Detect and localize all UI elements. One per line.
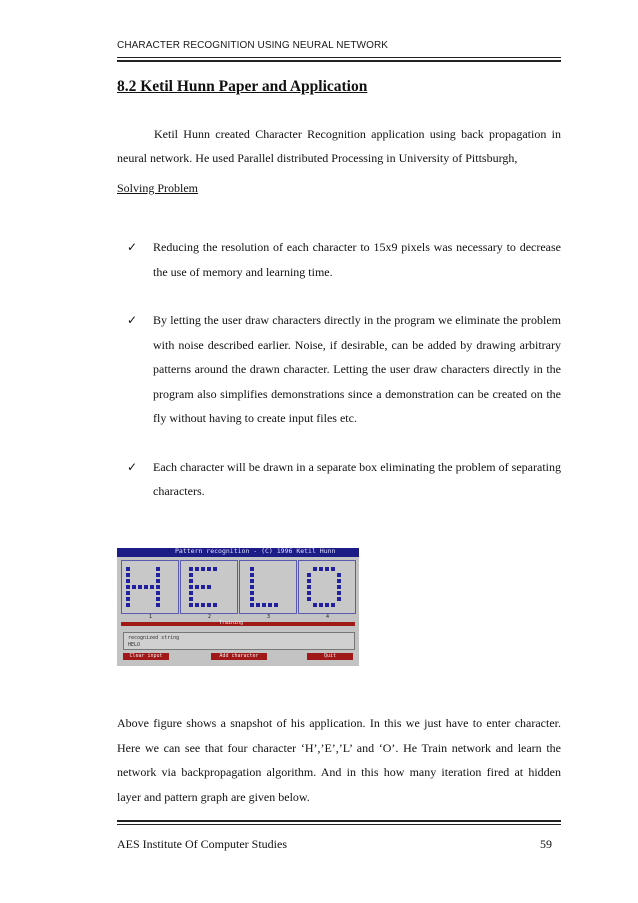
list-item-text: By letting the user draw characters directly in the program we eliminate the problem with noise described earlier. Noise, if desirable, can be added by drawing arbitrary patterns around the drawn character. Letting the user draw characters directly in the program also simplifies demonstrations since a demonstration can be created on the fly without having to create input files etc. bbox=[153, 313, 561, 425]
box-number: 2 bbox=[208, 614, 212, 620]
training-label: Training bbox=[219, 620, 244, 626]
header-rule bbox=[117, 57, 561, 58]
drawing-box-l bbox=[239, 560, 297, 614]
screenshot-title: Pattern recognition - (C) 1996 Ketil Hunn bbox=[175, 548, 336, 555]
footer-institute: AES Institute Of Computer Studies bbox=[117, 837, 287, 851]
list-item-text: Each character will be drawn in a separate box eliminating the problem of separating characters. bbox=[153, 459, 561, 498]
header-rule-thick bbox=[117, 60, 561, 62]
bullet-list bbox=[117, 235, 561, 528]
footer-rule bbox=[117, 824, 561, 825]
list-item bbox=[117, 235, 561, 284]
checkmark-icon: ✓ bbox=[127, 459, 138, 474]
box-number: 3 bbox=[267, 614, 271, 620]
panel-line: recognized string bbox=[128, 635, 180, 641]
footer-rule-thick bbox=[117, 820, 561, 822]
list-item-text: Reducing the resolution of each character to 15x9 pixels was necessary to decrease the use of memory and learning time. bbox=[153, 240, 561, 279]
drawing-box-e bbox=[180, 560, 238, 614]
add-character-button[interactable]: Add character bbox=[211, 653, 267, 660]
subheading: Solving Problem bbox=[117, 181, 199, 195]
application-screenshot bbox=[117, 548, 359, 666]
drawing-box-o bbox=[298, 560, 356, 614]
box-number: 1 bbox=[149, 614, 153, 620]
checkmark-icon: ✓ bbox=[127, 240, 138, 254]
training-bar[interactable] bbox=[121, 622, 355, 626]
list-item bbox=[117, 455, 561, 504]
drawing-box-h bbox=[121, 560, 179, 614]
intro-paragraph: Ketil Hunn created Character Recognition application using back propagation in neural network. He used Parallel distributed Processing in University of Pittsburgh, bbox=[117, 127, 561, 165]
page-number: 59 bbox=[540, 837, 552, 851]
section-heading: 8.2 Ketil Hunn Paper and Application bbox=[117, 78, 368, 95]
running-header: CHARACTER RECOGNITION USING NEURAL NETWORK bbox=[117, 40, 389, 51]
quit-button[interactable]: Quit bbox=[307, 653, 353, 660]
checkmark-icon: ✓ bbox=[127, 313, 138, 327]
summary-paragraph: Above figure shows a snapshot of his application. In this we just have to enter character. Here we can see that four character ‘H’,’E’,’L’ and ‘O’. He Train network and learn the network via backpropagation algorithm. And in this how many iteration fired at hidden layer and pattern graph are given below. bbox=[117, 716, 561, 804]
recognized-panel bbox=[123, 632, 355, 650]
list-item bbox=[117, 308, 561, 431]
screenshot-title-bar bbox=[117, 548, 359, 557]
character-grid bbox=[121, 560, 355, 612]
clear-input-button[interactable]: Clear input bbox=[123, 653, 169, 660]
panel-line: HELO bbox=[128, 642, 141, 648]
box-number: 4 bbox=[326, 614, 330, 620]
